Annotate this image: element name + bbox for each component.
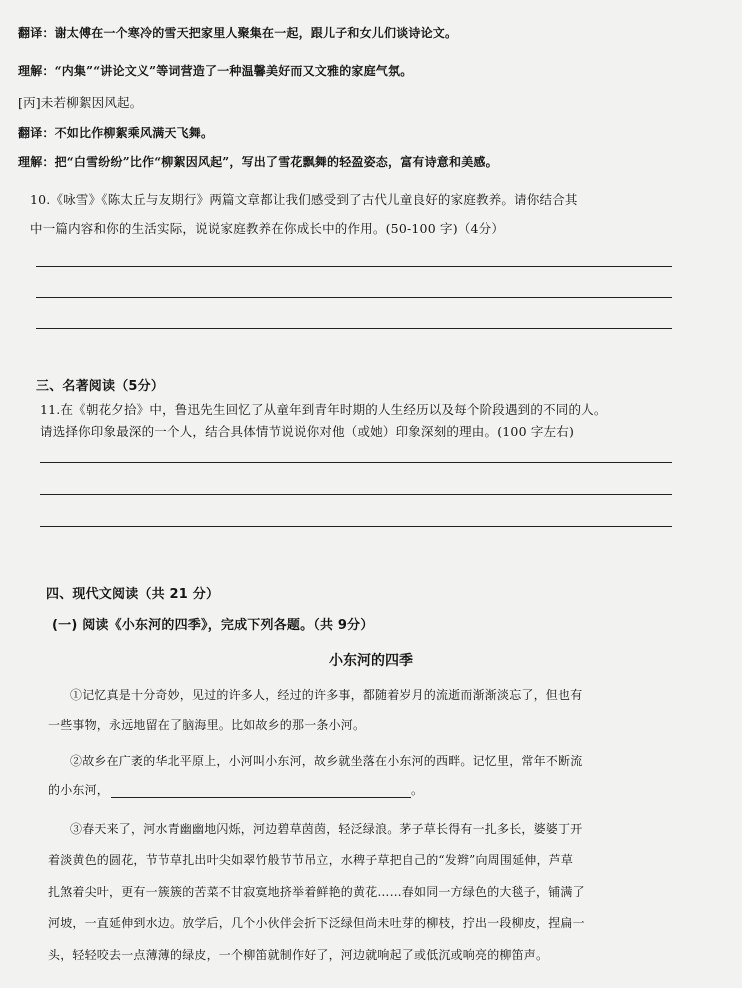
answer-line-10-1[interactable]: [36, 266, 672, 267]
paragraph-3-line3: 扎煞着尖叶，更有一簇簇的苦菜不甘寂寞地挤举着鲜艳的黄花……春如同一方绿色的大毯子，铺满了: [48, 885, 585, 899]
answer-line-11-2[interactable]: [40, 494, 672, 495]
section-4-subheading: (一) 阅读《小东河的四季》，完成下列各题。（共 9分）: [52, 618, 374, 633]
paragraph-1-line1: ①记忆真是十分奇妙，见过的许多人，经过的许多事，都随着岁月的流逝而渐渐淡忘了，但也有: [70, 688, 583, 702]
answer-line-11-3[interactable]: [40, 526, 672, 527]
answer-line-10-3[interactable]: [36, 328, 672, 329]
translation-2: 翻译：不如比作柳絮乘风满天飞舞。: [18, 126, 214, 140]
paragraph-3-line4: 河坡，一直延伸到水边。放学后，几个小伙伴会折下泛绿但尚未吐芽的柳枝，拧出一段柳皮，捏扁一: [48, 916, 585, 930]
understanding-1: 理解：“内集”“讲论文义”等词营造了一种温馨美好而又文雅的家庭气氛。: [18, 64, 413, 78]
section-4-heading: 四、现代文阅读（共 21 分）: [46, 587, 220, 602]
paragraph-3-line1: ③春天来了，河水青幽幽地闪烁，河边碧草茵茵，轻泛绿浪。茅子草长得有一扎多长，婆婆丁开: [70, 822, 583, 836]
question-10-line1: 10.《咏雪》《陈太丘与友期行》两篇文章都让我们感受到了古代儿童良好的家庭教养。请你结合其: [30, 192, 578, 207]
quote-bing: [丙]未若柳絮因风起。: [18, 95, 143, 110]
understanding-2: 理解：把“白雪纷纷”比作“柳絮因风起”，写出了雪花飘舞的轻盈姿态，富有诗意和美感。: [18, 155, 498, 169]
question-11-line2: 请选择你印象最深的一个人，结合具体情节说说你对他（或她）印象深刻的理由。(100 字左右): [40, 424, 575, 439]
paragraph-3-line2: 着淡黄色的圆花，节节草扎出叶尖如翠竹般节节吊立，水稗子草把自己的“发辫”向周围延伸，芦草: [48, 853, 574, 867]
paragraph-1-line2: 一些事物，永远地留在了脑海里。比如故乡的那一条小河。: [48, 718, 366, 732]
fill-in-blank[interactable]: [111, 785, 411, 798]
passage-title: 小东河的四季: [329, 653, 413, 669]
paragraph-2-line2-text: 的小东河，: [48, 783, 110, 797]
section-3-heading: 三、名著阅读（5分）: [36, 379, 165, 394]
paragraph-2-line2-end: 。: [411, 783, 424, 797]
question-11-line1: 11.在《朝花夕拾》中，鲁迅先生回忆了从童年到青年时期的人生经历以及每个阶段遇到的不同的人。: [40, 402, 607, 417]
answer-line-11-1[interactable]: [40, 462, 672, 463]
translation-1: 翻译：谢太傅在一个寒冷的雪天把家里人聚集在一起，跟儿子和女儿们谈诗论文。: [18, 26, 458, 40]
answer-line-10-2[interactable]: [36, 297, 672, 298]
paragraph-2-line1: ②故乡在广袤的华北平原上，小河叫小东河，故乡就坐落在小东河的西畔。记忆里，常年不断流: [70, 754, 583, 768]
question-10-line2: 中一篇内容和你的生活实际，说说家庭教养在你成长中的作用。(50-100 字)（4分）: [30, 221, 505, 236]
paragraph-3-line5: 头，轻轻咬去一点薄薄的绿皮，一个柳笛就制作好了，河边就响起了或低沉或响亮的柳笛声。: [48, 948, 549, 962]
paragraph-2-line2: [48, 781, 423, 798]
